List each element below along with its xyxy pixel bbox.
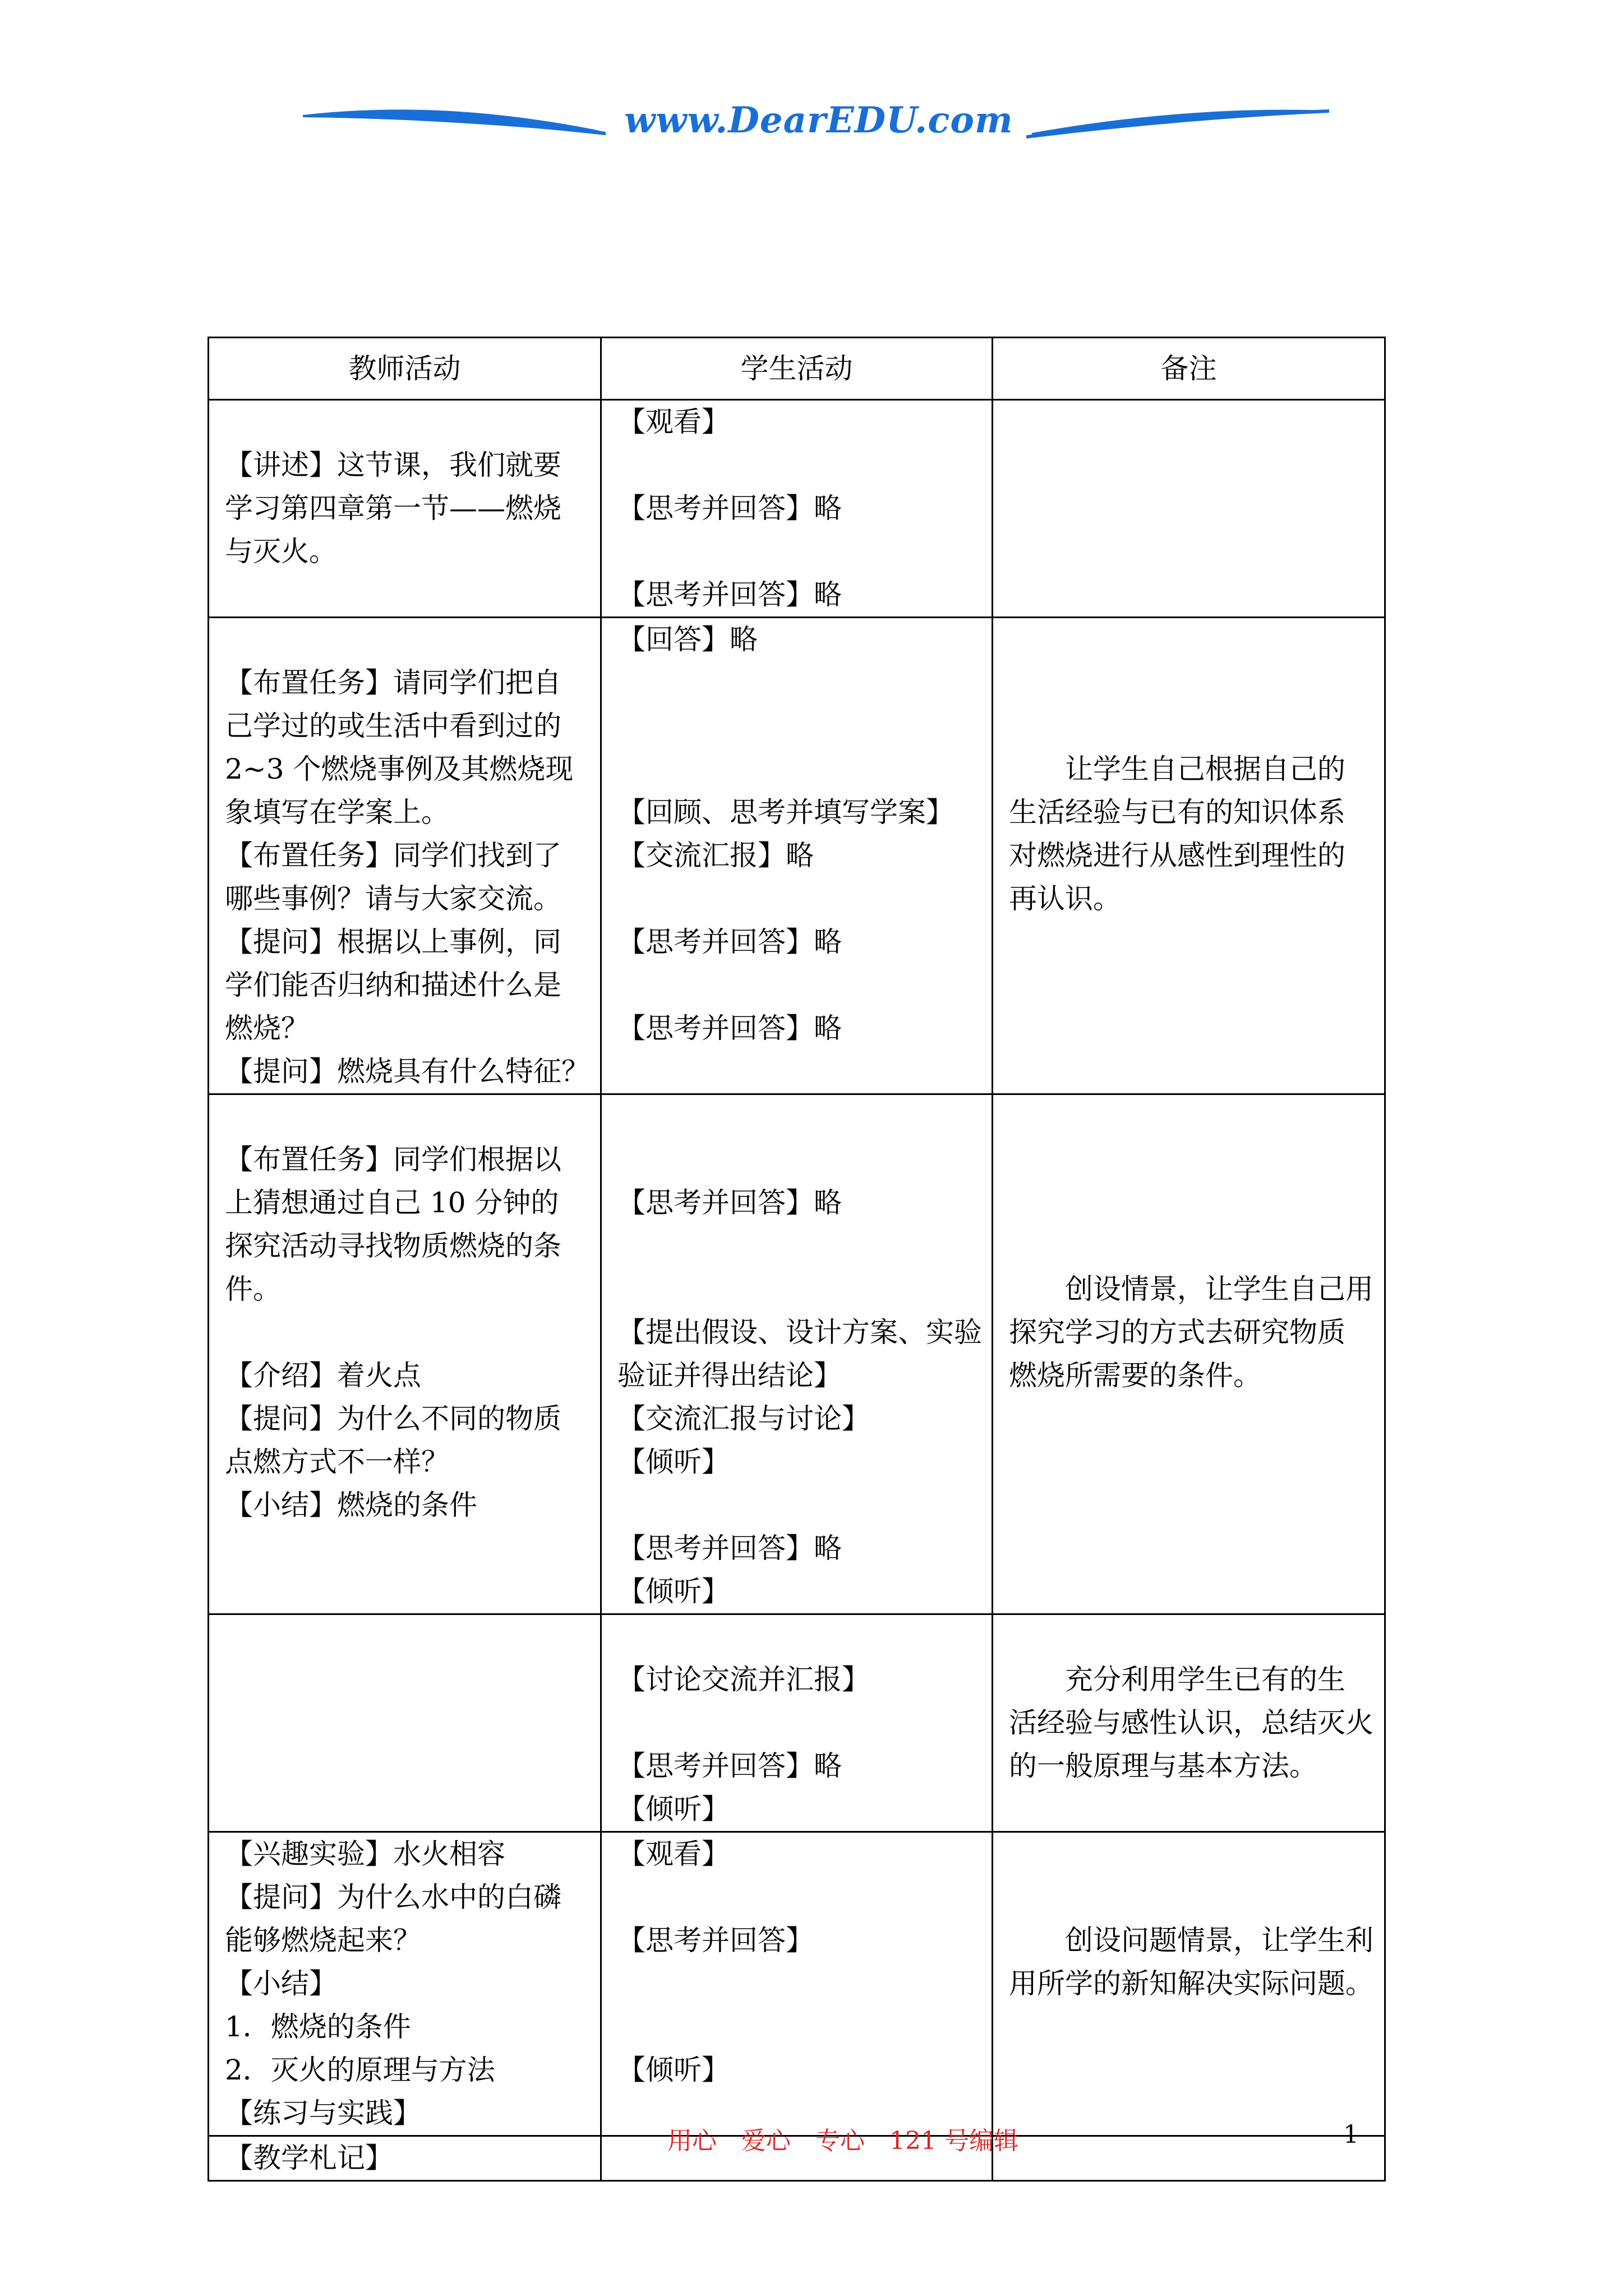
cell-line (1009, 705, 1368, 748)
cell-line: 【布置任务】同学们根据以 (225, 1143, 561, 1176)
cell-line (617, 1615, 976, 1658)
cell-line (1009, 1615, 1368, 1658)
cell-line: 【练习与实践】 (225, 2097, 421, 2129)
cell-line: 【兴趣实验】水火相容 (225, 1838, 505, 1870)
cell-line (617, 1268, 976, 1311)
cell-line (617, 1962, 976, 2005)
cell-line: 上猜想通过自己 10 分钟的 (225, 1186, 559, 1219)
cell-line: 【回答】略 (617, 623, 758, 656)
cell-line: 活经验与感性认识，总结灭火 (1009, 1706, 1373, 1739)
cell-line (617, 877, 976, 921)
cell-line (617, 444, 976, 487)
teacher-cell (209, 2136, 601, 2181)
cell-line (617, 1225, 976, 1268)
cell-line: 充分利用学生已有的生 (1009, 1663, 1345, 1696)
cell-line: 燃烧？ (225, 1012, 309, 1045)
cell-line: 再认识。 (1009, 882, 1121, 915)
cell-line: 【思考并回答】略 (617, 492, 842, 524)
cell-line: 创设情景，让学生自己用 (1009, 1273, 1373, 1305)
cell-line (617, 1095, 976, 1138)
cell-line: 【思考并回答】略 (617, 1750, 842, 1782)
cell-line (617, 2005, 976, 2049)
cell-line: 【倾听】 (617, 1446, 730, 1478)
cell-line: 己学过的或生活中看到过的 (225, 710, 561, 742)
cell-line (225, 1311, 584, 1354)
cell-line (617, 1701, 976, 1745)
cell-line: 让学生自己根据自己的 (1009, 753, 1345, 785)
cell-line (225, 401, 584, 444)
cell-line (1009, 1181, 1368, 1225)
cell-line: 探究学习的方式去研究物质 (1009, 1316, 1345, 1349)
cell-line: 【交流汇报】略 (617, 839, 814, 872)
cell-line: 【讲述】这节课，我们就要 (225, 449, 561, 481)
cell-line: 创设问题情景，让学生利 (1009, 1924, 1373, 1957)
site-header (303, 93, 1335, 154)
cell-line: 【小结】 (225, 1967, 337, 2000)
cell-line: 【提问】根据以上事例，同 (225, 926, 561, 958)
cell-line: 【思考并回答】略 (617, 1532, 842, 1565)
table-row (209, 618, 1385, 1094)
table-row (209, 1832, 1385, 2136)
cell-line: 件。 (225, 1273, 281, 1305)
cell-line: 【介绍】着火点 (225, 1359, 421, 1392)
teacher-cell (209, 1614, 601, 1832)
cell-line: 对燃烧进行从感性到理性的 (1009, 839, 1345, 872)
student-cell (601, 1094, 993, 1614)
cell-line (1009, 1225, 1368, 1268)
cell-line: 哪些事例？请与大家交流。 (225, 882, 561, 915)
cell-line: 【倾听】 (617, 1575, 730, 1608)
cell-line (1009, 661, 1368, 705)
header-student-activity: 学生活动 (601, 338, 993, 400)
cell-line: 探究活动寻找物质燃烧的条 (225, 1230, 561, 1262)
cell-line: 学们能否归纳和描述什么是 (225, 969, 561, 1001)
cell-line: 【提问】燃烧具有什么特征？ (225, 1055, 589, 1088)
table-header-row (209, 338, 1385, 400)
cell-line: 生活经验与已有的知识体系 (1009, 796, 1345, 829)
cell-line: 【回顾、思考并填写学案】 (617, 796, 954, 829)
teacher-cell (209, 400, 601, 618)
cell-line: 【倾听】 (617, 2054, 730, 2086)
student-cell (601, 400, 993, 618)
lesson-table (208, 337, 1386, 2182)
cell-line (617, 705, 976, 748)
cell-line (617, 1484, 976, 1527)
cell-line: 点燃方式不一样？ (225, 1446, 449, 1478)
page-number: 1 (1343, 2120, 1359, 2149)
cell-line: 【思考并回答】 (617, 1924, 814, 1957)
note-cell (993, 618, 1385, 1094)
cell-line (617, 748, 976, 791)
cell-line: 燃烧所需要的条件。 (1009, 1359, 1261, 1392)
cell-line (1009, 1876, 1368, 1919)
cell-line: 【提出假设、设计方案、实验 (617, 1316, 982, 1349)
cell-line: 用所学的新知解决实际问题。 (1009, 1967, 1373, 2000)
cell-line: 2~3 个燃烧事例及其燃烧现 (225, 753, 574, 785)
cell-line: 【教学札记】 (225, 2142, 393, 2174)
cell-line: 能够燃烧起来？ (225, 1924, 421, 1957)
cell-line: 【思考并回答】略 (617, 926, 842, 958)
table-row (209, 400, 1385, 618)
cell-line: 【讨论交流并汇报】 (617, 1663, 870, 1696)
note-cell (993, 1832, 1385, 2136)
cell-line: 验证并得出结论】 (617, 1359, 842, 1392)
cell-line: 【提问】为什么不同的物质 (225, 1402, 561, 1435)
cell-line: 【交流汇报与讨论】 (617, 1402, 870, 1435)
header-remarks: 备注 (993, 338, 1385, 400)
cell-line: 【布置任务】请同学们把自 (225, 666, 561, 699)
cell-line: 象填写在学案上。 (225, 796, 449, 829)
table-row (209, 1094, 1385, 1614)
cell-line: 【小结】燃烧的条件 (225, 1489, 477, 1521)
cell-line: 2．灭火的原理与方法 (225, 2054, 495, 2086)
cell-line (225, 618, 584, 661)
cell-line (1009, 618, 1368, 661)
cell-line: 【思考并回答】略 (617, 1012, 842, 1045)
cell-line (617, 964, 976, 1007)
cell-line (617, 530, 976, 573)
cell-line: 【观看】 (617, 1838, 730, 1870)
cell-line (1009, 1833, 1368, 1876)
cell-line: 学习第四章第一节——燃烧 (225, 492, 561, 524)
cell-line: 1．燃烧的条件 (225, 2010, 411, 2043)
cell-line (617, 1876, 976, 1919)
cell-line: 【思考并回答】略 (617, 1186, 842, 1219)
cell-line: 【倾听】 (617, 1793, 730, 1825)
note-cell (993, 400, 1385, 618)
header-teacher-activity: 教师活动 (209, 338, 601, 400)
cell-line: 【观看】 (617, 406, 730, 438)
cell-line (1009, 1095, 1368, 1138)
cell-line: 【思考并回答】略 (617, 578, 842, 611)
note-cell (993, 2136, 1385, 2181)
student-cell (601, 1832, 993, 2136)
cell-line: 的一般原理与基本方法。 (1009, 1750, 1317, 1782)
note-cell (993, 1094, 1385, 1614)
cell-line (617, 661, 976, 705)
site-logo-text: www.DearEDU.com (624, 99, 1013, 141)
cell-line (617, 1138, 976, 1181)
note-cell (993, 1614, 1385, 1832)
cell-line: 【布置任务】同学们找到了 (225, 839, 561, 872)
student-cell (601, 618, 993, 1094)
cell-line (1009, 1138, 1368, 1181)
footer-editor-text: 用心 爱心 专心 121 号编辑 (667, 2127, 1018, 2155)
teacher-cell (209, 1094, 601, 1614)
cell-line: 与灭火。 (225, 535, 337, 568)
cell-line (225, 1095, 584, 1138)
table-row (209, 1614, 1385, 1832)
teacher-cell (209, 618, 601, 1094)
student-cell (601, 1614, 993, 1832)
cell-line: 【提问】为什么水中的白磷 (225, 1881, 561, 1913)
teacher-cell (209, 1832, 601, 2136)
